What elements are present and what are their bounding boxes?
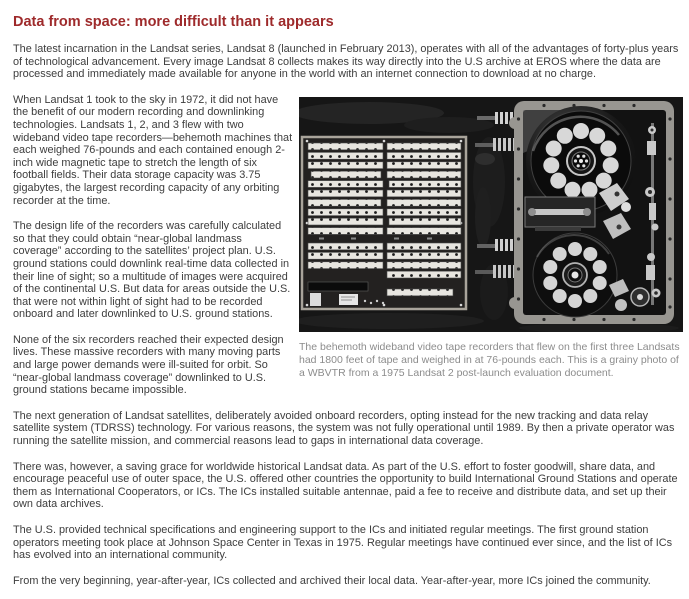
article-title: Data from space: more difficult than it appears — [13, 14, 334, 30]
paragraph-8: From the very beginning, year-after-year, ICs collected and archived their local data. Year-after-year, more ICs joined the community. — [13, 574, 651, 587]
paragraph-5: The next generation of Landsat satellites, deliberately avoided onboard recorders, opting instead for the new tracking and data relay satellite system (TDRSS) technology. For various reasons, the system was not fully operational until 1989. By then a private operator was running the satellite mission, and commercial reasons lead to gaps in international data coverage. — [13, 409, 675, 448]
paragraph-6: There was, however, a saving grace for worldwide historical Landsat data. As part of the U.S. effort to foster goodwill, share data, and encourage peaceful use of outer space, the U.S. offered other countries the opportunity to build International Ground Stations and operate them as International Cooperators, or ICs. The ICs installed suitable antennae, paid a fee to receive and distribute data, and set up their own data archives. — [13, 460, 678, 511]
figure-wbvtr — [299, 97, 683, 380]
tape-transport-deck — [509, 101, 674, 324]
paragraph-2: When Landsat 1 took to the sky in 1972, it did not have the benefit of our modern recording and downlinking technologies. Landsats 1, 2, and 3 flew with two wideband video tape recorders—behemoth machines that each weighed 76-pounds and each contained enough 2-inch wide magnetic tape to stretch the length of six football fields. Their data storage capacity was 3.75 gigabytes, the largest recording capacity of any orbiting recorder at the time. — [13, 93, 293, 207]
paragraph-1: The latest incarnation in the Landsat series, Landsat 8 (launched in February 2013), operates with all of the advantages of forty-plus years of technological advancement. Every image Landsat 8 collects makes its way directly into the U.S archive at EROS where the data are processed and immediately made available for anyone in the world with an internet connection to download at no charge. — [13, 43, 679, 81]
wbvtr-photo-illustration — [299, 97, 683, 332]
paragraph-7: The U.S. provided technical specifications and engineering support to the ICs and initiated regular meetings. The first ground station operators meeting took place at Johnson Space Center in Texas in 1975. Regular meetings have continued ever since, and the list of ICs has evolved into an international community. — [13, 524, 673, 562]
figure-caption: The behemoth wideband video tape recorders that flew on the first three Landsats had 1800 feet of tape and weighed in at 76-pounds each. This is a grainy photo of a WBVTR from a 1975 Landsat 2 post-launch evaluation document. — [299, 340, 680, 379]
paragraph-4: None of the six recorders reached their expected design lives. These massive recorders with many moving parts and large power demands were ill-suited for orbit. So “near-global landmass coverage” downlinked to U.S. ground stations became impossible. — [13, 333, 284, 397]
paragraph-3: The design life of the recorders was carefully calculated so that they could obtain “near-global landmass coverage” according to the satellites’ project plan. U.S. ground stations could downlink real-time data collected in their line of sight; so a multitude of images were acquired of the continental U.S. But data for areas outside the U.S. that were not within light of sight had to be recorded onboard and later downlinked to U.S. ground stations. — [13, 220, 291, 321]
wbvtr-photo — [299, 97, 683, 332]
module-panel — [302, 137, 466, 309]
